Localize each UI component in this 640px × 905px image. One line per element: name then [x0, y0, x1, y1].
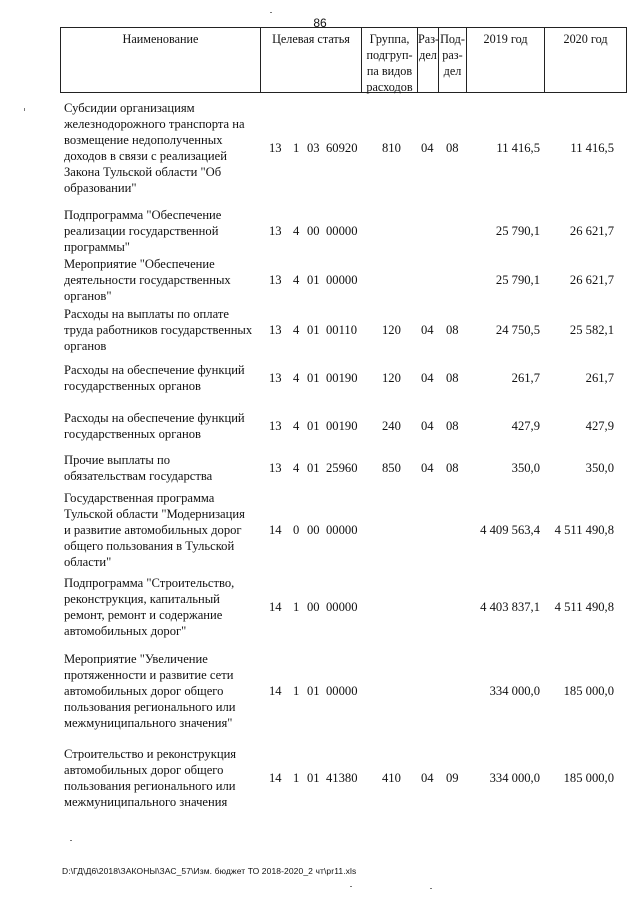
table-row: [0, 100, 640, 196]
code-program: 14: [269, 684, 282, 698]
code-subprogram: 0: [293, 523, 300, 537]
row-name: Мероприятие "Увеличение протяженности и развитие сети автомобильных дорог общего пользования регионального или межмуниципального значения": [64, 652, 236, 730]
subsection: 09: [446, 771, 459, 785]
row-name: Расходы на выплаты по оплате труда работников государственных органов: [64, 307, 253, 353]
section: 04: [421, 461, 434, 475]
code-direction: 00000: [326, 224, 358, 238]
expense-group: 850: [382, 461, 401, 475]
code-event: 00: [307, 523, 320, 537]
code-program: 13: [269, 419, 282, 433]
header-subsection: Под- раз- дел: [439, 28, 467, 92]
section: 04: [421, 771, 434, 785]
code-program: 13: [269, 141, 282, 155]
value-2019: 427,9: [511, 419, 540, 433]
subsection: 08: [446, 461, 459, 475]
code-subprogram: 4: [293, 461, 300, 475]
code-event: 00: [307, 600, 320, 614]
value-2020: 26 621,7: [569, 224, 614, 238]
value-2020: 4 511 490,8: [554, 600, 614, 614]
header-year-2020: 2020 год: [563, 32, 608, 46]
expense-group: 810: [382, 141, 401, 155]
code-program: 14: [269, 600, 282, 614]
value-2019: 11 416,5: [496, 141, 540, 155]
code-subprogram: 4: [293, 273, 300, 287]
code-program: 13: [269, 273, 282, 287]
subsection: 08: [446, 371, 459, 385]
table-row: [0, 490, 640, 570]
value-2020: 185 000,0: [563, 771, 614, 785]
table-row: [0, 651, 640, 731]
value-2020: 427,9: [585, 419, 614, 433]
scan-speck: [430, 888, 432, 889]
value-2020: 26 621,7: [569, 273, 614, 287]
value-2020: 350,0: [585, 461, 614, 475]
value-2020: 261,7: [585, 371, 614, 385]
row-name: Государственная программа Тульской области "Модернизация и развитие автомобильных дорог общего пользования в Тульской области": [64, 491, 245, 569]
row-name: Мероприятие "Обеспечение деятельности государственных органов": [64, 257, 231, 303]
value-2020: 185 000,0: [563, 684, 614, 698]
code-subprogram: 1: [293, 771, 300, 785]
table-row: [0, 410, 640, 442]
value-2020: 25 582,1: [569, 323, 614, 337]
table-row: [0, 575, 640, 639]
page-number: 86: [313, 16, 327, 30]
header-name: Наименование: [61, 28, 261, 92]
value-2019: 25 790,1: [495, 224, 540, 238]
subsection: 08: [446, 141, 459, 155]
header-expense-group: Группа, подгруп- па видов расходов: [362, 28, 418, 92]
code-event: 01: [307, 419, 320, 433]
footer-file-path: D:\ГД\Д6\2018\ЗАКОНЫ\ЗАС_57\Изм. бюджет ТО 2018-2020_2 чт\pr11.xls: [62, 866, 357, 876]
table-row: [0, 306, 640, 354]
code-event: 01: [307, 323, 320, 337]
code-subprogram: 1: [293, 684, 300, 698]
subsection: 08: [446, 419, 459, 433]
value-2019: 4 403 837,1: [480, 600, 540, 614]
value-2019: 25 790,1: [495, 273, 540, 287]
header-section: Раз- дел: [418, 28, 439, 92]
code-program: 13: [269, 323, 282, 337]
scan-speck: [70, 840, 72, 841]
row-name: Подпрограмма "Строительство, реконструкция, капитальный ремонт, ремонт и содержание автомобильных дорог": [64, 576, 235, 638]
code-direction: 00000: [326, 523, 358, 537]
value-2020: 4 511 490,8: [554, 523, 614, 537]
code-direction: 00000: [326, 273, 358, 287]
code-subprogram: 1: [293, 600, 300, 614]
scan-speck: [24, 108, 25, 111]
row-name: Строительство и реконструкция автомобильных дорог общего пользования регионального или межмуниципального значения: [64, 747, 237, 809]
code-direction: 00190: [326, 371, 358, 385]
section: 04: [421, 141, 434, 155]
code-subprogram: 4: [293, 371, 300, 385]
value-2019: 24 750,5: [495, 323, 540, 337]
code-program: 13: [269, 461, 282, 475]
code-subprogram: 4: [293, 224, 300, 238]
header-year-2019: 2019 год: [467, 28, 545, 92]
code-subprogram: 4: [293, 323, 300, 337]
row-name: Прочие выплаты по обязательствам государства: [64, 453, 213, 483]
row-name: Субсидии организациям железнодорожного транспорта на возмещение недополученных доходов в связи с реализацией Закона Тульской области "Об образовании": [64, 101, 245, 195]
code-event: 01: [307, 461, 320, 475]
table-row: [0, 362, 640, 394]
code-subprogram: 4: [293, 419, 300, 433]
code-subprogram: 1: [293, 141, 300, 155]
code-event: 01: [307, 771, 320, 785]
value-2019: 334 000,0: [489, 771, 540, 785]
expense-group: 410: [382, 771, 401, 785]
code-event: 01: [307, 684, 320, 698]
subsection: 08: [446, 323, 459, 337]
expense-group: 240: [382, 419, 401, 433]
row-name: Расходы на обеспечение функций государственных органов: [64, 411, 245, 441]
code-direction: 00000: [326, 684, 358, 698]
table-row: [0, 256, 640, 304]
table-row: [0, 452, 640, 484]
code-direction: 25960: [326, 461, 358, 475]
code-event: 03: [307, 141, 320, 155]
table-row: [0, 746, 640, 810]
code-event: 01: [307, 273, 320, 287]
row-name: Подпрограмма "Обеспечение реализации государственной программы": [64, 208, 222, 254]
scan-speck: [350, 886, 352, 887]
section: 04: [421, 323, 434, 337]
value-2019: 334 000,0: [489, 684, 540, 698]
code-event: 00: [307, 224, 320, 238]
value-2019: 350,0: [511, 461, 540, 475]
code-program: 14: [269, 771, 282, 785]
section: 04: [421, 419, 434, 433]
table-row: [0, 207, 640, 255]
expense-group: 120: [382, 323, 401, 337]
code-event: 01: [307, 371, 320, 385]
code-direction: 00000: [326, 600, 358, 614]
value-2020: 11 416,5: [570, 141, 614, 155]
code-program: 13: [269, 224, 282, 238]
code-program: 14: [269, 523, 282, 537]
code-program: 13: [269, 371, 282, 385]
code-direction: 60920: [326, 141, 358, 155]
header-target-article: Целевая статья: [261, 28, 362, 92]
value-2019: 4 409 563,4: [480, 523, 540, 537]
scan-speck: [270, 12, 272, 13]
row-name: Расходы на обеспечение функций государственных органов: [64, 363, 245, 393]
code-direction: 00190: [326, 419, 358, 433]
section: 04: [421, 371, 434, 385]
code-direction: 41380: [326, 771, 358, 785]
value-2019: 261,7: [511, 371, 540, 385]
expense-group: 120: [382, 371, 401, 385]
code-direction: 00110: [326, 323, 358, 337]
table-header: [60, 27, 627, 93]
